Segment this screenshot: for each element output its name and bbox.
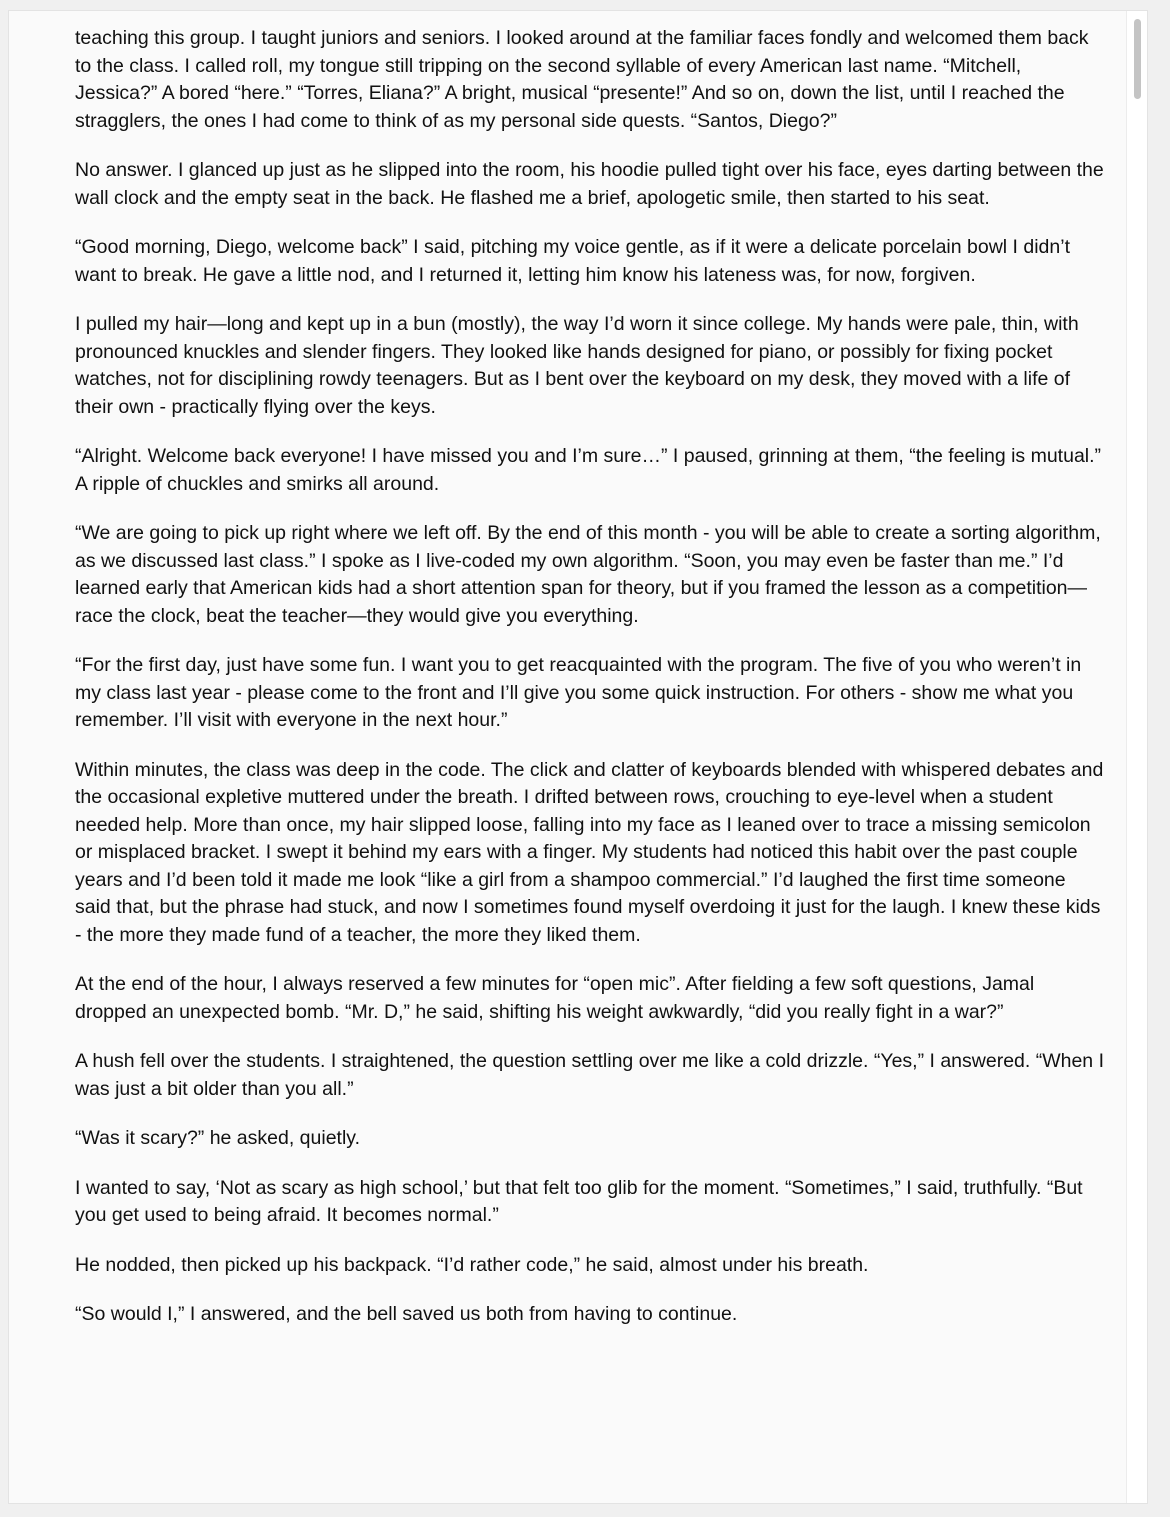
paragraph: I pulled my hair—long and kept up in a bun (mostly), the way I’d worn it since college. My hands were pale, thin, with pronounced knuckles and slender fingers. They looked like hands designed for piano, or possibly for fixing pocket watches, not for disciplining rowdy teenagers. But as I bent over the keyboard on my desk, they moved with a life of their own - practically flying over the keys. <box>75 313 1079 418</box>
paragraph: teaching this group. I taught juniors and seniors. I looked around at the familiar faces fondly and welcomed them back to the class. I called roll, my tongue still tripping on the second syllable of every American last name. “Mitchell, Jessica?” A bored “here.” “Torres, Eliana?” A bright, musical “presente!” And so on, down the list, until I reached the stragglers, the ones I had come to think of as my personal side quests. “Santos, Diego?” <box>75 27 1089 132</box>
paragraph: “So would I,” I answered, and the bell saved us both from having to continue. <box>75 1303 738 1325</box>
paragraph: I wanted to say, ‘Not as scary as high school,’ but that felt too glib for the moment. “Sometimes,” I said, truthfully. “But you get used to being afraid. It becomes normal.” <box>75 1176 1083 1226</box>
paragraph: Within minutes, the class was deep in the code. The click and clatter of keyboards blended with whispered debates and the occasional expletive muttered under the breath. I drifted between rows, crouching to eye-level when a student needed help. More than once, my hair slipped loose, falling into my face as I leaned over to trace a missing semicolon or misplaced bracket. I swept it behind my ears with a finger. My students had noticed this habit over the past couple years and I’d been told it made me look “like a girl from a shampoo commercial.” I’d laughed the first time someone said that, but the phrase had stuck, and now I sometimes found myself overdoing it just for the laugh. I knew these kids - the more they made fund of a teacher, the more they liked them. <box>75 758 1104 946</box>
scrollbar-thumb[interactable] <box>1134 19 1141 99</box>
paragraph: “For the first day, just have some fun. I want you to get reacquainted with the program. The five of you who weren’t in my class last year - please come to the front and I’ll give you some quick instruction. For others - show me what you remember. I’ll visit with everyone in the next hour.” <box>75 654 1082 731</box>
paragraph: “We are going to pick up right where we left off. By the end of this month - you will be able to create a sorting algorithm, as we discussed last class.” I spoke as I live-coded my own algorithm. “Soon, you may even be faster than me.” I’d learned early that American kids had a short attention span for theory, but if you framed the lesson as a competition—race the clock, beat the teacher—they would give you everything. <box>75 522 1101 627</box>
document-page <box>8 10 1148 1504</box>
paragraph: At the end of the hour, I always reserved a few minutes for “open mic”. After fielding a few soft questions, Jamal dropped an unexpected bomb. “Mr. D,” he said, shifting his weight awkwardly, “did you really fight in a war?” <box>75 973 1035 1023</box>
document-body <box>75 25 1105 1351</box>
paragraph: No answer. I glanced up just as he slipped into the room, his hoodie pulled tight over his face, eyes darting between the wall clock and the empty seat in the back. He flashed me a brief, apologetic smile, then started to his seat. <box>75 159 1104 209</box>
paragraph: “Was it scary?” he asked, quietly. <box>75 1127 361 1149</box>
vertical-scrollbar[interactable] <box>1126 11 1147 1503</box>
paragraph: A hush fell over the students. I straightened, the question settling over me like a cold drizzle. “Yes,” I answered. “When I was just a bit older than you all.” <box>75 1050 1104 1100</box>
paragraph: “Good morning, Diego, welcome back” I said, pitching my voice gentle, as if it were a delicate porcelain bowl I didn’t want to break. He gave a little nod, and I returned it, letting him know his lateness was, for now, forgiven. <box>75 236 1070 286</box>
paragraph: “Alright. Welcome back everyone! I have missed you and I’m sure…” I paused, grinning at them, “the feeling is mutual.” A ripple of chuckles and smirks all around. <box>75 445 1102 495</box>
paragraph: He nodded, then picked up his backpack. “I’d rather code,” he said, almost under his breath. <box>75 1253 869 1276</box>
